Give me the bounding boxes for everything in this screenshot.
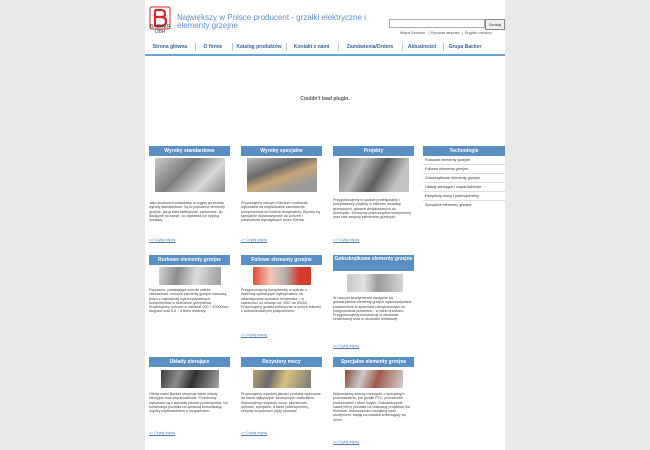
nav-separator: [338, 43, 339, 51]
read-more-link[interactable]: >> Czytaj więcej: [333, 440, 360, 444]
nav-separator: [195, 43, 196, 51]
divider: [423, 191, 505, 192]
card-text: Przygotowujemy w sposób profesjonalny i kompleksowy projekty w zakresie instalacji grzewczych, głównie dedykowanych do przemysłu. Tworzymy poszczególne komponenty oraz całe zespoły elementów grzejnych.: [333, 198, 412, 220]
card-title[interactable]: Rurkowe elementy grzejne: [149, 255, 230, 265]
nav-item-home[interactable]: Strona główna: [152, 44, 188, 50]
nav-separator: [232, 43, 233, 51]
product-image[interactable]: [345, 370, 403, 388]
card-projects: [333, 146, 414, 246]
nav-item-contact[interactable]: Kontakt z nami: [293, 44, 330, 50]
search-input[interactable]: [389, 19, 485, 28]
read-more-link[interactable]: >> Czytaj więcej: [241, 431, 268, 435]
card-special-heaters: [333, 357, 414, 450]
card-text: Przygotowujemy komponenty w oparciu o materiały wykazujące wytrzymałość na oddziaływanie wysokich temperatur – w zależności od rozwoju od 700C do 5000C. Proponujemy grzałki elektryczne w sztuce foliowej z wulkanizowanymi połączeniami.: [241, 288, 321, 314]
divider: [423, 164, 505, 165]
search-button[interactable]: Szukaj: [485, 19, 505, 30]
sidebar-item-control[interactable]: Układy sterujące i wiązki kablowe: [425, 185, 482, 189]
card-text: Proponujemy naszym Klientom możliwość wykonania na indywidualne zamówienie komponentów do kontroli temperatury. Wyroby są specjalnie dopasowywane do potrzeb i parametrów wymaganych przez Klienta.: [241, 201, 320, 223]
card-title[interactable]: Wyroby specjalne: [241, 146, 322, 156]
sidebar-item-open-coil[interactable]: Gołoskrętkowe elementy grzejne: [425, 176, 481, 180]
divider: [423, 182, 505, 183]
card-text: Popularne, posiadające szeroki zakres zastosowań, rurkowe elementy grzejne stanowią jeden z najczęściej wykorzystywanych komponentów w dziedzinie grzejnictwa. Projektujemy rurkowe w zakresie 200 ÷ 40000mm długości oraz 6,4 ÷ 9,6mm średnicy.: [149, 288, 229, 314]
read-more-link[interactable]: >> Czytaj więcej: [333, 238, 360, 242]
card-standard-products: [149, 146, 230, 246]
product-image[interactable]: [159, 267, 221, 285]
card-control-systems: [149, 357, 230, 450]
product-image[interactable]: [339, 158, 409, 192]
card-special-products: [241, 146, 322, 246]
site-title: Największy w Polsce producent - grzałki elektryczne i elementy grzejne: [177, 13, 366, 30]
sidebar-title: Technologie: [423, 146, 505, 156]
top-links: Mapa Serwisu | Русская версия | English version: [400, 30, 492, 35]
main-nav: [145, 40, 505, 56]
card-tubular-heaters: [149, 255, 230, 351]
read-more-link[interactable]: >> Czytaj więcej: [149, 238, 176, 242]
product-image[interactable]: [161, 370, 219, 388]
product-image[interactable]: [253, 370, 311, 388]
logo-text: BACKER OBR: [150, 24, 171, 35]
divider: [423, 200, 505, 201]
english-version-link[interactable]: English version: [464, 30, 492, 35]
card-title[interactable]: Wyroby standardowe: [149, 146, 230, 156]
page: [145, 0, 505, 450]
nav-separator: [286, 43, 287, 51]
sidebar-item-resistors[interactable]: Rezystory mocy i potencjometry: [425, 194, 479, 198]
card-title[interactable]: Projekty: [333, 146, 414, 156]
card-title[interactable]: Rezystory mocy: [241, 357, 322, 367]
read-more-link[interactable]: >> Czytaj więcej: [241, 238, 268, 242]
nav-item-catalog[interactable]: Katalog produktów: [236, 44, 282, 50]
product-image[interactable]: [155, 158, 225, 192]
read-more-link[interactable]: >> Czytaj więcej: [333, 344, 360, 348]
card-power-resistors: [241, 357, 322, 450]
card-text: Proponujemy wysokiej jakości produkty wykonane na bazie najlepszych zestrojonych materiałów. Wykonujemy rezystory mocy: aluminiowe, rurkowe, specjalne, a także potencjometry, zespoły rezystorów i płyty oporowe.: [241, 392, 321, 414]
card-open-coil-heaters: [333, 255, 414, 351]
card-text: Oferta marki Backer obejmuje także układy sterujące oraz wiązki kablowe. Przedmioty wykonane są z wysokiej jakości podzespołów. Ich konstrukcja pozwala na sprawną komunikację między użytkownikiem a urządzeniem.: [149, 392, 228, 414]
nav-item-backer-group[interactable]: Grupa Backer: [448, 44, 482, 50]
read-more-link[interactable]: >> Czytaj więcej: [241, 333, 268, 337]
read-more-link[interactable]: >> Czytaj więcej: [149, 431, 176, 435]
sitemap-link[interactable]: Mapa Serwisu: [400, 30, 426, 35]
card-text: Wykonujemy szereg rozwiązań o specjalnym przeznaczeniu, jak grzałki PTC, promienniki podczerwieni i wiele innych. Doświadczenie naszej firmy pozwala na realizację projektów dla Klientów. Jednocześnie rozwijamy nasz asortyment, mając na uwadze zmieniający się rynek.: [333, 392, 410, 422]
card-title[interactable]: Układy sterujące: [149, 357, 230, 367]
nav-separator: [402, 43, 403, 51]
nav-item-news[interactable]: Aktualności: [407, 44, 437, 50]
card-title[interactable]: Foliowe elementy grzejne: [241, 255, 322, 265]
plugin-error-message: Couldn't load plugin.: [300, 96, 350, 102]
nav-item-about[interactable]: O firmie: [203, 44, 223, 50]
product-image[interactable]: [247, 158, 317, 192]
nav-item-orders[interactable]: Zamówienia/Orders: [346, 44, 394, 50]
sidebar-item-special[interactable]: Specjalne elementy grzejne: [425, 203, 472, 207]
nav-separator: [443, 43, 444, 51]
divider: [423, 173, 505, 174]
technology-sidebar: [423, 146, 505, 212]
product-image[interactable]: [253, 267, 311, 285]
product-image[interactable]: [347, 274, 403, 292]
card-title[interactable]: Gołoskrętkowe elementy grzejne: [333, 255, 414, 271]
card-title[interactable]: Specjalne elementy grzejne: [333, 357, 414, 367]
russian-version-link[interactable]: Русская версия: [430, 30, 460, 35]
sidebar-item-tubular[interactable]: Rurkowe elementy grzejne: [425, 158, 470, 162]
card-text: W naszym asortymencie dostępne są gołoskrętkowe elementy grzejne wykorzystywane powszechnie w systemach dedykowanych do podgrzewania powietrza – w wielu branżach. Przygotowujemy konstrukcje w obudowie ceramicznej oraz w obudowie metalowej.: [333, 296, 412, 322]
sidebar-item-foil[interactable]: Foliowe elementy grzejne: [425, 167, 469, 171]
card-foil-heaters: [241, 255, 322, 351]
card-text: Jako producent posiadamy w ciągłej sprzedaży wyroby standardowe. Są to popularne elementy grzejne, jak grzałki elektryczne, patronowe, itp. dostępne na stanie, co zapewnia ich szybką dostawę.: [149, 201, 225, 223]
